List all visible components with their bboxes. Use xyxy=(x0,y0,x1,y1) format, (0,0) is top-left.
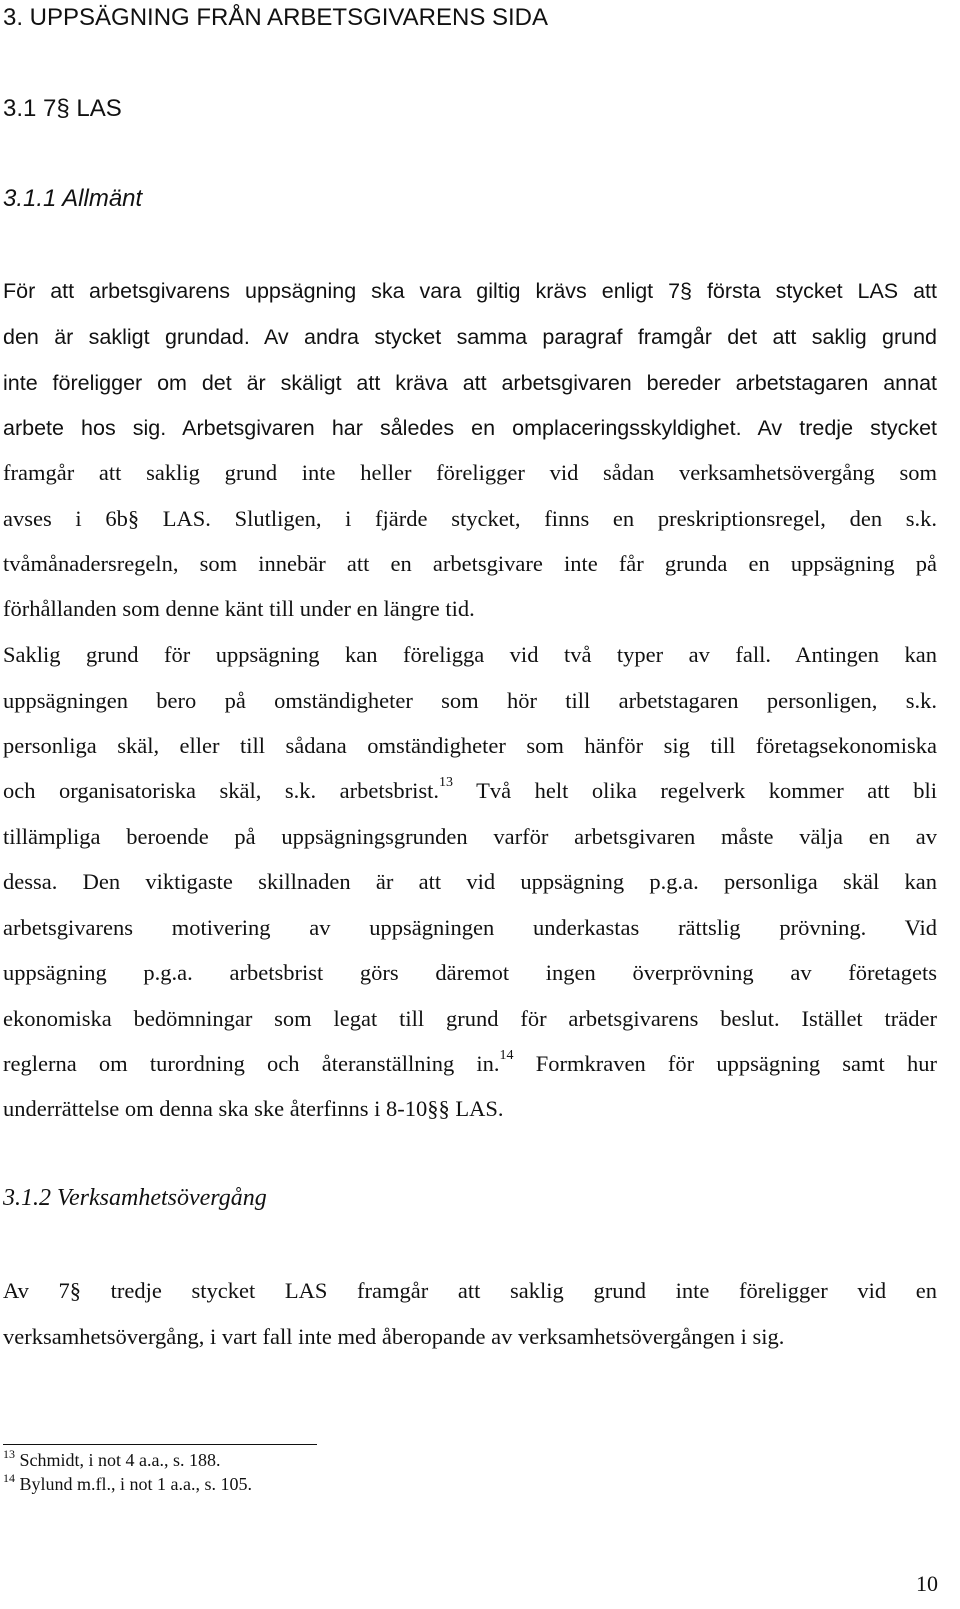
text-line: tvåmånadersregeln, som innebär att en arbetsgivare inte får grunda en uppsägning på xyxy=(3,551,937,576)
footnote-text: Bylund m.fl., i not 1 a.a., s. 105. xyxy=(15,1474,252,1494)
footnote-number: 13 xyxy=(3,1447,15,1461)
text-segment: reglerna om turordning och återanställning in. xyxy=(3,1051,500,1076)
text-line: Av 7§ tredje stycket LAS framgår att saklig grund inte föreligger vid en xyxy=(3,1278,937,1303)
text-line: arbete hos sig. Arbetsgivaren har således en omplaceringsskyldighet. Av tredje stycket xyxy=(3,416,937,440)
text-line: verksamhetsövergång, i vart fall inte med åberopande av verksamhetsövergången i sig. xyxy=(3,1324,785,1349)
text-segment: Formkraven för uppsägning samt hur xyxy=(513,1051,937,1076)
text-segment: och organisatoriska skäl, s.k. arbetsbrist. xyxy=(3,778,440,803)
text-line: personliga skäl, eller till sådana omständigheter som hänför sig till företagsekonomiska xyxy=(3,733,937,758)
text-line: uppsägningen bero på omständigheter som hör till arbetstagaren personligen, s.k. xyxy=(3,688,937,713)
text-segment: Två helt olika regelverk kommer att bli xyxy=(453,778,937,803)
text-line: framgår att saklig grund inte heller föreligger vid sådan verksamhetsövergång som xyxy=(3,460,937,485)
text-line: Saklig grund för uppsägning kan föreligga vid två typer av fall. Antingen kan xyxy=(3,642,937,667)
text-line: inte föreligger om det är skäligt att kräva att arbetsgivaren bereder arbetstagaren annat xyxy=(3,371,937,395)
heading-subsection-transfer: 3.1.2 Verksamhetsövergång xyxy=(3,1185,267,1211)
text-line: avses i 6b§ LAS. Slutligen, i fjärde stycket, finns en preskriptionsregel, den s.k. xyxy=(3,506,937,531)
heading-section: 3.1 7§ LAS xyxy=(3,95,122,122)
footnote-number: 14 xyxy=(3,1471,15,1485)
footnote-ref-13[interactable]: 13 xyxy=(439,775,454,790)
text-line: För att arbetsgivarens uppsägning ska vara giltig krävs enligt 7§ första stycket LAS att xyxy=(3,279,937,303)
text-line: den är sakligt grundad. Av andra stycket samma paragraf framgår det att saklig grund xyxy=(3,325,937,349)
footnote-separator xyxy=(3,1444,317,1445)
text-line: ekonomiska bedömningar som legat till grund för arbetsgivarens beslut. Istället träder xyxy=(3,1006,937,1031)
heading-chapter: 3. UPPSÄGNING FRÅN ARBETSGIVARENS SIDA xyxy=(3,4,549,31)
text-line xyxy=(3,776,937,806)
text-line: uppsägning p.g.a. arbetsbrist görs däremot ingen överprövning av företagets xyxy=(3,960,937,985)
text-line: arbetsgivarens motivering av uppsägningen underkastas rättslig prövning. Vid xyxy=(3,915,937,940)
text-line: förhållanden som denne känt till under en längre tid. xyxy=(3,596,475,621)
footnote-14 xyxy=(3,1471,252,1495)
page-number: 10 xyxy=(916,1571,938,1596)
text-line: dessa. Den viktigaste skillnaden är att vid uppsägning p.g.a. personliga skäl kan xyxy=(3,869,937,894)
footnote-text: Schmidt, i not 4 a.a., s. 188. xyxy=(15,1450,221,1470)
text-line: tillämpliga beroende på uppsägningsgrunden varför arbetsgivaren måste välja en av xyxy=(3,824,937,849)
heading-subsection-general: 3.1.1 Allmänt xyxy=(3,185,143,212)
text-line: underrättelse om denna ska ske återfinns i 8-10§§ LAS. xyxy=(3,1096,504,1121)
footnote-13 xyxy=(3,1447,221,1471)
text-line xyxy=(3,1049,937,1079)
footnote-ref-14[interactable]: 14 xyxy=(499,1048,514,1063)
